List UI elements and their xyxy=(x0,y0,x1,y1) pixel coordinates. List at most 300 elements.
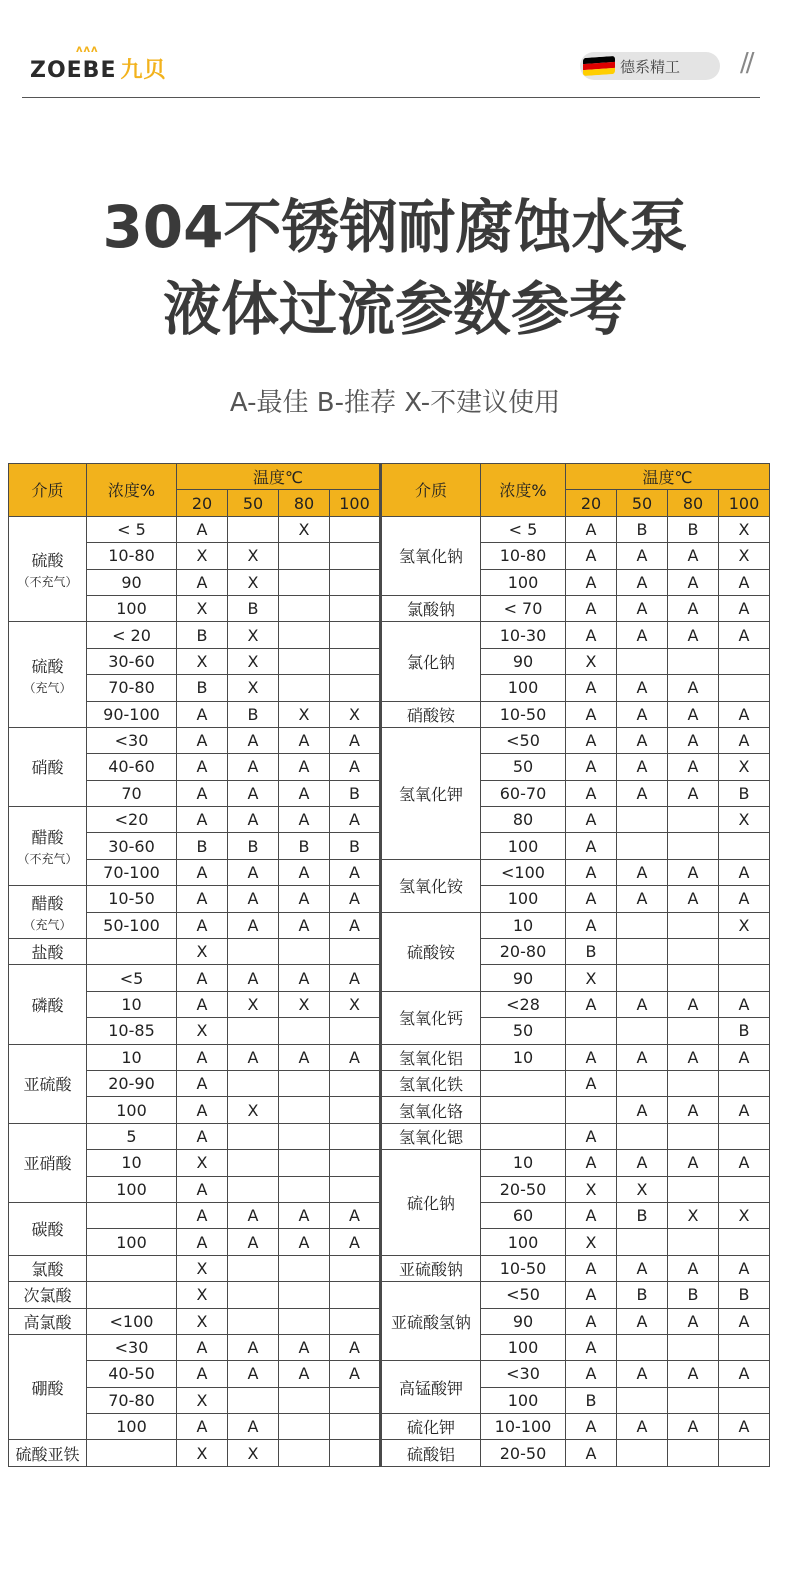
grade-cell: A xyxy=(566,569,617,595)
grade-cell xyxy=(330,1282,381,1308)
grade-cell: A xyxy=(566,1334,617,1360)
grade-cell: A xyxy=(177,991,228,1017)
grade-cell xyxy=(617,1334,668,1360)
grade-cell: A xyxy=(617,1414,668,1440)
grade-cell: A xyxy=(330,1229,381,1255)
grade-cell xyxy=(617,1070,668,1096)
grade-cell: X xyxy=(719,516,770,542)
grade-cell: X xyxy=(719,543,770,569)
grade-cell: A xyxy=(566,543,617,569)
grade-cell: A xyxy=(719,569,770,595)
grade-cell: X xyxy=(228,1097,279,1123)
grade-cell: A xyxy=(566,886,617,912)
grade-cell xyxy=(228,1018,279,1044)
medium-name-main: 醋酸 xyxy=(31,828,64,848)
grade-cell xyxy=(279,1308,330,1334)
grade-cell: A xyxy=(719,1044,770,1070)
grade-cell: B xyxy=(617,516,668,542)
grade-cell: A xyxy=(566,675,617,701)
grade-cell: A xyxy=(566,516,617,542)
grade-cell: X xyxy=(228,1440,279,1466)
grade-cell: A xyxy=(330,807,381,833)
grade-cell: A xyxy=(566,807,617,833)
sun-icon: ʌʌʌ xyxy=(76,44,99,55)
grade-cell xyxy=(279,569,330,595)
grade-cell xyxy=(719,1070,770,1096)
grade-cell xyxy=(668,648,719,674)
table-row xyxy=(9,1282,770,1308)
grade-cell xyxy=(617,1123,668,1149)
grade-cell: A xyxy=(177,780,228,806)
grade-cell xyxy=(330,622,381,648)
grade-cell xyxy=(617,807,668,833)
grade-cell: B xyxy=(228,701,279,727)
grade-cell: X xyxy=(719,912,770,938)
concentration-cell: < 5 xyxy=(481,516,566,542)
concentration-cell: 5 xyxy=(87,1123,177,1149)
table-row xyxy=(9,1123,770,1149)
concentration-cell: 90 xyxy=(481,648,566,674)
table-row xyxy=(9,912,770,938)
grade-cell: A xyxy=(566,991,617,1017)
concentration-cell: 10-30 xyxy=(481,622,566,648)
grade-cell: A xyxy=(177,1070,228,1096)
grade-cell: A xyxy=(617,727,668,753)
grade-cell: B xyxy=(668,516,719,542)
concentration-cell xyxy=(481,1070,566,1096)
concentration-cell: < 20 xyxy=(87,622,177,648)
concentration-cell: 20-50 xyxy=(481,1176,566,1202)
grade-cell: X xyxy=(566,1176,617,1202)
concentration-cell: 10 xyxy=(87,1150,177,1176)
grade-cell: A xyxy=(177,965,228,991)
grade-cell: A xyxy=(228,1361,279,1387)
concentration-cell: 40-60 xyxy=(87,754,177,780)
medium-name: 高氯酸 xyxy=(9,1308,87,1334)
header-concentration: 浓度% xyxy=(481,464,566,517)
medium-name xyxy=(9,886,87,939)
medium-name: 硫酸铝 xyxy=(381,1440,481,1466)
grade-cell: X xyxy=(177,1018,228,1044)
grade-cell xyxy=(228,1387,279,1413)
concentration-cell: 10-85 xyxy=(87,1018,177,1044)
concentration-cell: 10 xyxy=(481,1044,566,1070)
grade-cell xyxy=(617,1387,668,1413)
grade-cell: A xyxy=(228,965,279,991)
grade-cell: A xyxy=(279,1334,330,1360)
grade-cell xyxy=(668,807,719,833)
header-temp-50: 50 xyxy=(617,490,668,516)
quality-badge xyxy=(580,52,720,80)
header-temp-20: 20 xyxy=(177,490,228,516)
grade-cell xyxy=(330,569,381,595)
concentration-cell: 30-60 xyxy=(87,648,177,674)
grade-cell: A xyxy=(566,1440,617,1466)
grade-cell: X xyxy=(668,1202,719,1228)
grade-cell xyxy=(668,833,719,859)
medium-name xyxy=(9,622,87,728)
grade-cell: A xyxy=(177,1123,228,1149)
concentration-cell: 10 xyxy=(481,912,566,938)
grade-cell: B xyxy=(330,833,381,859)
badge-text: 德系精工 xyxy=(620,58,681,76)
grade-cell: X xyxy=(279,516,330,542)
concentration-cell: 100 xyxy=(481,1387,566,1413)
grade-cell: A xyxy=(177,1334,228,1360)
medium-name: 碳酸 xyxy=(9,1202,87,1255)
table-row xyxy=(9,1044,770,1070)
header-medium: 介质 xyxy=(381,464,481,517)
grade-cell: A xyxy=(228,780,279,806)
grade-cell xyxy=(617,648,668,674)
grade-cell xyxy=(279,1150,330,1176)
medium-name: 氢氧化钾 xyxy=(381,727,481,859)
grade-cell: A xyxy=(228,912,279,938)
grade-cell: X xyxy=(177,939,228,965)
grade-cell xyxy=(279,648,330,674)
grade-cell: A xyxy=(719,859,770,885)
medium-name: 硫酸铵 xyxy=(381,912,481,991)
grade-cell: A xyxy=(719,1414,770,1440)
grade-cell: X xyxy=(228,569,279,595)
grade-cell xyxy=(617,1018,668,1044)
grade-cell xyxy=(279,1123,330,1149)
grade-cell: X xyxy=(719,1202,770,1228)
concentration-cell: <30 xyxy=(87,727,177,753)
grade-cell: A xyxy=(566,727,617,753)
grade-cell: A xyxy=(177,1097,228,1123)
grade-cell xyxy=(228,939,279,965)
header-temperature: 温度℃ xyxy=(566,464,770,490)
grade-cell: A xyxy=(566,1123,617,1149)
concentration-cell xyxy=(481,1123,566,1149)
grade-cell: B xyxy=(566,1387,617,1413)
medium-name: 硼酸 xyxy=(9,1334,87,1440)
grade-cell: A xyxy=(566,1070,617,1096)
grade-cell xyxy=(617,939,668,965)
medium-name: 硫化钾 xyxy=(381,1414,481,1440)
concentration-cell: 90 xyxy=(481,1308,566,1334)
grade-cell xyxy=(228,1255,279,1281)
concentration-cell: <50 xyxy=(481,1282,566,1308)
grade-cell: A xyxy=(279,1229,330,1255)
grade-cell: A xyxy=(330,1361,381,1387)
grade-cell: X xyxy=(279,701,330,727)
grade-cell: A xyxy=(279,912,330,938)
grade-cell: A xyxy=(177,912,228,938)
grade-cell xyxy=(330,595,381,621)
grade-cell: A xyxy=(177,701,228,727)
grade-cell xyxy=(668,965,719,991)
grade-cell xyxy=(330,1123,381,1149)
concentration-cell xyxy=(481,1097,566,1123)
medium-name: 磷酸 xyxy=(9,965,87,1044)
grade-cell xyxy=(279,1440,330,1466)
concentration-cell: <100 xyxy=(87,1308,177,1334)
grade-cell xyxy=(668,1440,719,1466)
grade-cell xyxy=(719,833,770,859)
grade-cell: A xyxy=(668,754,719,780)
medium-name: 硫酸亚铁 xyxy=(9,1440,87,1466)
medium-name: 氢氧化铁 xyxy=(381,1070,481,1096)
grade-cell: A xyxy=(279,807,330,833)
grade-cell xyxy=(330,516,381,542)
grade-cell: A xyxy=(617,543,668,569)
grade-cell xyxy=(668,1229,719,1255)
grade-cell: X xyxy=(177,648,228,674)
grade-cell: X xyxy=(177,1282,228,1308)
header-temp-20: 20 xyxy=(566,490,617,516)
medium-name: 亚硫酸 xyxy=(9,1044,87,1123)
concentration-cell: < 70 xyxy=(481,595,566,621)
grade-cell: A xyxy=(668,543,719,569)
concentration-cell: 100 xyxy=(481,833,566,859)
grade-cell xyxy=(279,1070,330,1096)
concentration-cell: <20 xyxy=(87,807,177,833)
medium-name: 氢氧化锶 xyxy=(381,1123,481,1149)
grade-cell xyxy=(228,516,279,542)
medium-name: 氢氧化铵 xyxy=(381,859,481,912)
grade-cell: B xyxy=(228,833,279,859)
grade-cell: A xyxy=(719,1150,770,1176)
medium-name: 氢氧化钙 xyxy=(381,991,481,1044)
grade-cell xyxy=(279,1255,330,1281)
grade-legend: A-最佳 B-推荐 X-不建议使用 xyxy=(229,388,561,418)
grade-cell: X xyxy=(719,754,770,780)
grade-cell xyxy=(330,1255,381,1281)
grade-cell: A xyxy=(228,807,279,833)
grade-cell: A xyxy=(279,1361,330,1387)
medium-name: 氢氧化铬 xyxy=(381,1097,481,1123)
concentration-cell: <30 xyxy=(481,1361,566,1387)
grade-cell xyxy=(668,939,719,965)
medium-name-note: （充气） xyxy=(23,918,72,933)
grade-cell xyxy=(330,1176,381,1202)
compatibility-table xyxy=(8,463,770,1467)
grade-cell xyxy=(668,912,719,938)
concentration-cell: 100 xyxy=(87,595,177,621)
grade-cell: A xyxy=(228,754,279,780)
table-row xyxy=(9,1097,770,1123)
german-flag-icon xyxy=(583,56,615,76)
grade-cell xyxy=(719,1440,770,1466)
grade-cell: A xyxy=(228,1202,279,1228)
grade-cell xyxy=(330,1097,381,1123)
concentration-cell: 70-80 xyxy=(87,675,177,701)
medium-name xyxy=(9,807,87,886)
table-header-row xyxy=(9,464,770,490)
grade-cell: X xyxy=(330,991,381,1017)
grade-cell: A xyxy=(668,859,719,885)
grade-cell: A xyxy=(177,569,228,595)
grade-cell: A xyxy=(566,780,617,806)
grade-cell: A xyxy=(566,833,617,859)
page-header xyxy=(22,0,760,98)
concentration-cell xyxy=(87,1440,177,1466)
grade-cell: A xyxy=(330,1202,381,1228)
grade-cell: B xyxy=(228,595,279,621)
grade-cell xyxy=(668,1387,719,1413)
grade-cell: A xyxy=(668,701,719,727)
grade-cell: X xyxy=(566,648,617,674)
grade-cell: A xyxy=(617,675,668,701)
grade-cell: A xyxy=(228,1229,279,1255)
grade-cell: A xyxy=(177,1229,228,1255)
grade-cell: A xyxy=(719,701,770,727)
grade-cell: A xyxy=(330,912,381,938)
grade-cell xyxy=(719,1176,770,1202)
concentration-cell: 70 xyxy=(87,780,177,806)
table-row xyxy=(9,1070,770,1096)
grade-cell: B xyxy=(177,675,228,701)
grade-cell: A xyxy=(668,595,719,621)
medium-name-note: （充气） xyxy=(23,680,72,695)
grade-cell xyxy=(719,1123,770,1149)
grade-cell: X xyxy=(228,648,279,674)
concentration-cell: 100 xyxy=(87,1097,177,1123)
concentration-cell: <50 xyxy=(481,727,566,753)
table-row xyxy=(9,991,770,1017)
grade-cell: A xyxy=(617,1361,668,1387)
grade-cell: A xyxy=(617,1044,668,1070)
grade-cell xyxy=(330,1070,381,1096)
grade-cell xyxy=(330,648,381,674)
grade-cell: A xyxy=(668,1414,719,1440)
concentration-cell: 50 xyxy=(481,1018,566,1044)
concentration-cell: 100 xyxy=(481,1229,566,1255)
grade-cell xyxy=(330,939,381,965)
grade-cell: A xyxy=(668,780,719,806)
grade-cell: A xyxy=(668,1150,719,1176)
grade-cell: B xyxy=(617,1282,668,1308)
concentration-cell: 100 xyxy=(481,1334,566,1360)
grade-cell: A xyxy=(668,886,719,912)
grade-cell: B xyxy=(668,1282,719,1308)
table-row xyxy=(9,1414,770,1440)
concentration-cell: <28 xyxy=(481,991,566,1017)
grade-cell xyxy=(279,939,330,965)
concentration-cell: 90 xyxy=(481,965,566,991)
grade-cell: A xyxy=(617,859,668,885)
page-title-line2: 液体过流参数参考 xyxy=(162,275,627,343)
grade-cell xyxy=(279,1176,330,1202)
grade-cell: A xyxy=(719,622,770,648)
medium-name: 氯酸 xyxy=(9,1255,87,1281)
grade-cell xyxy=(566,1097,617,1123)
medium-name: 亚硝酸 xyxy=(9,1123,87,1202)
concentration-cell: 50 xyxy=(481,754,566,780)
concentration-cell xyxy=(87,1202,177,1228)
grade-cell: A xyxy=(330,1334,381,1360)
grade-cell xyxy=(330,543,381,569)
medium-name: 氢氧化钠 xyxy=(381,516,481,595)
concentration-cell: <100 xyxy=(481,859,566,885)
grade-cell: B xyxy=(566,939,617,965)
grade-cell: A xyxy=(177,807,228,833)
medium-name: 亚硫酸钠 xyxy=(381,1255,481,1281)
grade-cell: A xyxy=(228,1414,279,1440)
grade-cell: A xyxy=(177,1044,228,1070)
grade-cell: A xyxy=(668,1255,719,1281)
grade-cell xyxy=(228,1308,279,1334)
concentration-cell: 10 xyxy=(481,1150,566,1176)
grade-cell: X xyxy=(177,1440,228,1466)
medium-name: 次氯酸 xyxy=(9,1282,87,1308)
grade-cell: A xyxy=(719,886,770,912)
grade-cell: A xyxy=(177,727,228,753)
grade-cell: A xyxy=(617,1150,668,1176)
grade-cell: B xyxy=(177,622,228,648)
grade-cell: A xyxy=(617,1308,668,1334)
grade-cell: A xyxy=(668,1044,719,1070)
grade-cell xyxy=(668,1123,719,1149)
grade-cell: B xyxy=(617,1202,668,1228)
grade-cell xyxy=(719,939,770,965)
grade-cell xyxy=(279,1387,330,1413)
grade-cell: A xyxy=(228,859,279,885)
grade-cell xyxy=(617,912,668,938)
grade-cell: B xyxy=(719,1018,770,1044)
grade-cell: A xyxy=(719,1255,770,1281)
grade-cell: A xyxy=(617,1255,668,1281)
grade-cell: B xyxy=(719,1282,770,1308)
header-concentration: 浓度% xyxy=(87,464,177,517)
table-row xyxy=(9,1150,770,1176)
concentration-cell: <30 xyxy=(87,1334,177,1360)
grade-cell: A xyxy=(719,1308,770,1334)
header-temp-50: 50 xyxy=(228,490,279,516)
concentration-cell: 40-50 xyxy=(87,1361,177,1387)
grade-cell: A xyxy=(566,859,617,885)
grade-cell xyxy=(279,543,330,569)
grade-cell xyxy=(279,675,330,701)
grade-cell: A xyxy=(279,965,330,991)
grade-cell xyxy=(228,1070,279,1096)
grade-cell: A xyxy=(566,1150,617,1176)
grade-cell: A xyxy=(177,886,228,912)
grade-cell xyxy=(330,1387,381,1413)
concentration-cell: 10-50 xyxy=(87,886,177,912)
grade-cell: X xyxy=(177,1150,228,1176)
grade-cell: A xyxy=(177,1202,228,1228)
grade-cell xyxy=(719,1334,770,1360)
header-temp-100: 100 xyxy=(330,490,381,516)
concentration-cell: 20-90 xyxy=(87,1070,177,1096)
table-row xyxy=(9,701,770,727)
concentration-cell: 100 xyxy=(87,1229,177,1255)
grade-cell: A xyxy=(228,886,279,912)
grade-cell xyxy=(279,1097,330,1123)
grade-cell xyxy=(228,1123,279,1149)
grade-cell xyxy=(228,1282,279,1308)
grade-cell xyxy=(330,1440,381,1466)
grade-cell: X xyxy=(719,807,770,833)
concentration-cell: < 5 xyxy=(87,516,177,542)
concentration-cell: 60 xyxy=(481,1202,566,1228)
grade-cell: X xyxy=(177,1308,228,1334)
page-title-line1: 304不锈钢耐腐蚀水泵 xyxy=(102,193,688,261)
medium-name: 氯酸钠 xyxy=(381,595,481,621)
grade-cell xyxy=(279,1018,330,1044)
concentration-cell: 60-70 xyxy=(481,780,566,806)
grade-cell: A xyxy=(566,1255,617,1281)
grade-cell: A xyxy=(668,1097,719,1123)
medium-name-main: 醋酸 xyxy=(31,894,64,914)
header-temp-80: 80 xyxy=(279,490,330,516)
grade-cell xyxy=(228,1150,279,1176)
concentration-cell: 10-100 xyxy=(481,1414,566,1440)
concentration-cell xyxy=(87,1255,177,1281)
